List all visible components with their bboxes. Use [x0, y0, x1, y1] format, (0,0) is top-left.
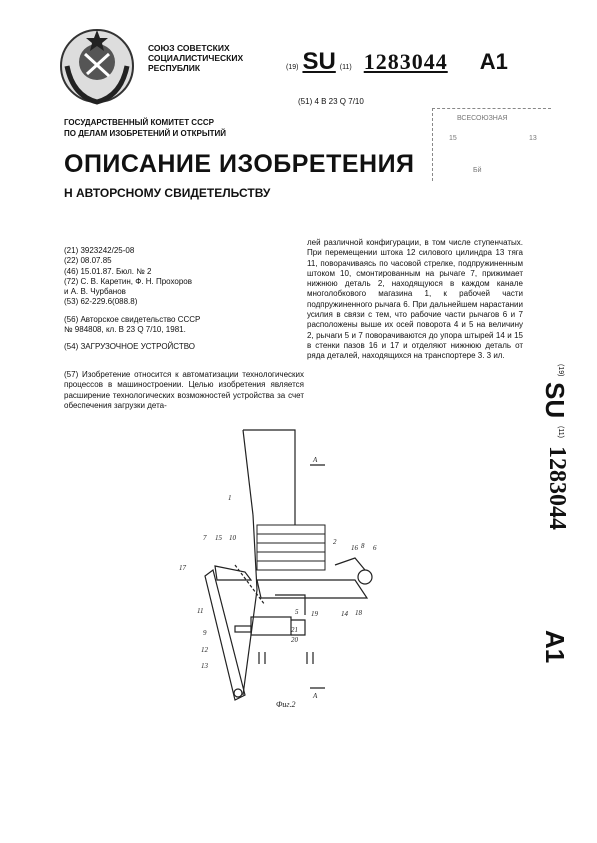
document-title: ОПИСАНИЕ ИЗОБРЕТЕНИЯ: [64, 150, 415, 178]
abstract-part-1: (57) Изобретение относится к автоматизации технологических процессов в машиностроении. Целью изобретения является расширение технологических возможностей устройства за счет обеспечения загрузки дета-: [64, 370, 304, 410]
kind-code: A1: [540, 630, 570, 664]
code-19: (19): [557, 364, 564, 377]
biblio-line: (56) Авторское свидетельство СССР: [64, 314, 201, 324]
figure-label: 20: [291, 636, 298, 644]
figure-label: 16: [351, 544, 358, 552]
patent-number: 1283044: [363, 49, 448, 74]
committee: [64, 117, 226, 139]
figure-label: 6: [373, 544, 377, 552]
figure-label: 13: [201, 662, 208, 670]
publication-number: [286, 48, 508, 76]
biblio-line: (21) 3923242/25-08: [64, 246, 135, 255]
biblio-line: (22) 08.07.85: [64, 256, 112, 266]
figure-label: 12: [201, 646, 208, 654]
patent-number: 1283044: [544, 446, 570, 530]
abstract-part-2: лей различной конфигурации, в том числе ступенчатых. При перемещении штока 12 силового цилиндра 13 тяга 11, поворачиваясь по часовой стрелке, подпружиненным штоком 10, смонтированным на рычаге 7, прижимает нижнюю деталь 2, находящуюся в каждом канале многолобкового магазина 1, к рабочей части подпружиненного рычага 6. При дальнейшем нарастании усилия в связи с тем, что рабочие части рычагов 6 и 7 расположены выше их осей поворота 4 и 5 на величину 2, рычаги 5 и 7 поворачиваются до упора штырей 14 и 15 в стенки пазов 16 и 17 и отделяют нижнюю деталь от ряда деталей, находящихся на транспортере 3. 3 ил.: [307, 238, 523, 361]
figure-label: 8: [361, 542, 365, 550]
code-19: (19): [286, 64, 299, 71]
figure-label: 9: [203, 629, 207, 637]
figure-label: 7: [203, 534, 207, 542]
kind-code: A1: [479, 49, 508, 74]
header-org: [148, 43, 243, 73]
stamp-text: 13: [529, 135, 537, 142]
library-stamp: [432, 108, 551, 181]
figure-label: 14: [341, 610, 348, 618]
biblio-line: № 984808, кл. В 23 Q 7/10, 1981.: [64, 325, 186, 335]
biblio-line: (46) 15.01.87. Бюл. № 2: [64, 266, 152, 276]
org-line: СОЦИАЛИСТИЧЕСКИХ: [148, 53, 244, 63]
figure-label: 18: [355, 609, 362, 617]
device-drawing: [179, 430, 390, 715]
org-line: СОЮЗ СОВЕТСКИХ: [148, 43, 230, 53]
figure-caption: Фиг.2: [276, 700, 296, 709]
figure-label: 11: [197, 607, 204, 615]
org-line: РЕСПУБЛИК: [148, 63, 201, 73]
biblio-line: и А. В. Чурбанов: [64, 287, 126, 297]
code-11: (11): [339, 64, 352, 71]
stamp-text: Бй: [473, 167, 482, 174]
country-code: SU: [302, 48, 336, 75]
figure-label: 2: [333, 538, 337, 546]
committee-line: ПО ДЕЛАМ ИЗОБРЕТЕНИЙ И ОТКРЫТИЙ: [64, 129, 227, 138]
figure-label: 10: [229, 534, 236, 542]
ussr-emblem-icon: [57, 26, 137, 106]
figure-label: 17: [179, 564, 186, 572]
figure-label: 5: [295, 608, 299, 616]
vertical-patent-number: [530, 360, 570, 690]
invention-title: (54) ЗАГРУЗОЧНОЕ УСТРОЙСТВО: [64, 342, 195, 352]
document-subtitle: Н АВТОРСНОМУ СВИДЕТЕЛЬСТВУ: [64, 186, 271, 200]
stamp-text: 15: [449, 135, 457, 142]
figure-label: 21: [291, 626, 298, 634]
section-label: А: [313, 456, 318, 464]
figure-label: 1: [228, 494, 232, 502]
figure-label: 15: [215, 534, 222, 542]
code-11: (11): [557, 426, 564, 438]
biblio-line: (72) С. В. Каретин, Ф. Н. Прохоров: [64, 276, 193, 286]
ipc-class: (51) 4 В 23 Q 7/10: [298, 97, 364, 106]
biblio-line: (53) 62-229.6(088.8): [64, 297, 138, 307]
committee-line: ГОСУДАРСТВЕННЫЙ КОМИТЕТ СССР: [64, 118, 214, 127]
bibliographic-data: [64, 246, 299, 353]
stamp-text: ВСЕСОЮЗНАЯ: [457, 115, 508, 122]
section-label: А: [313, 692, 318, 700]
figure-label: 19: [311, 610, 318, 618]
country-code: SU: [540, 382, 570, 419]
